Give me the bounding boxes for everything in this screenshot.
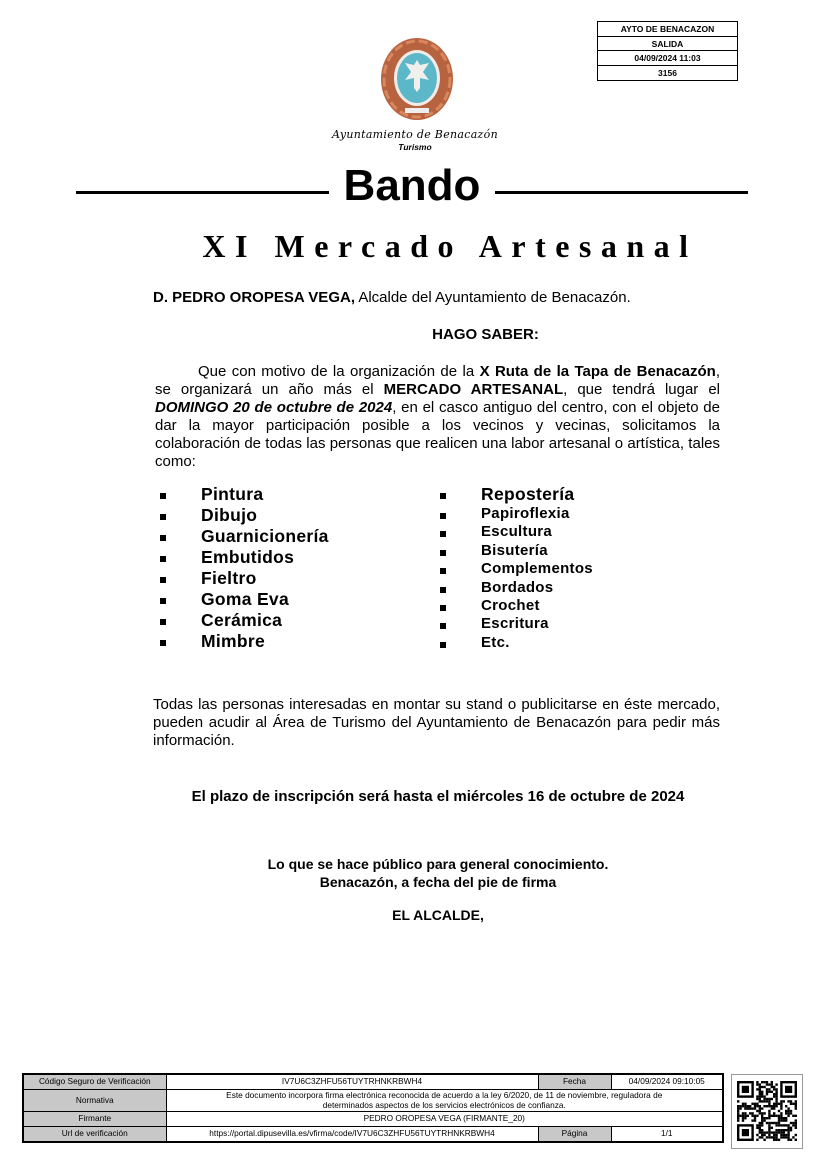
firmante-value: PEDRO OROPESA VEGA (FIRMANTE_20) bbox=[166, 1112, 723, 1127]
list-item bbox=[155, 631, 415, 652]
body1-text-1: Que con motivo de la organización de la bbox=[198, 363, 480, 380]
square-bullet-icon bbox=[440, 531, 446, 537]
pagina-label: Página bbox=[538, 1127, 611, 1143]
list-item bbox=[155, 610, 415, 631]
body-paragraph-1 bbox=[155, 363, 720, 471]
deadline-notice: El plazo de inscripción será hasta el miércoles 16 de octubre de 2024 bbox=[191, 788, 685, 805]
stamp-datetime: 04/09/2024 11:03 bbox=[598, 51, 737, 66]
department-name: Turismo bbox=[398, 142, 432, 152]
list-item-label: Escritura bbox=[481, 615, 549, 633]
list-item bbox=[155, 526, 415, 547]
square-bullet-icon bbox=[160, 619, 166, 625]
table-row bbox=[23, 1074, 723, 1090]
square-bullet-icon bbox=[160, 493, 166, 499]
square-bullet-icon bbox=[160, 514, 166, 520]
coat-of-arms-icon bbox=[378, 36, 456, 122]
square-bullet-icon bbox=[160, 640, 166, 646]
square-bullet-icon bbox=[160, 535, 166, 541]
list-item-label: Papiroflexia bbox=[481, 505, 570, 522]
list-item bbox=[155, 547, 415, 568]
list-item bbox=[435, 596, 695, 614]
firmante-label: Firmante bbox=[23, 1112, 166, 1127]
csv-label: Código Seguro de Verificación bbox=[23, 1074, 166, 1090]
list-item bbox=[435, 559, 695, 577]
title-rule-right bbox=[495, 191, 748, 194]
crafts-list-left bbox=[155, 484, 415, 652]
list-item-label: Complementos bbox=[481, 560, 593, 578]
document-subtitle: XI Mercado Artesanal bbox=[202, 228, 698, 264]
pagina-value: 1/1 bbox=[611, 1127, 723, 1143]
square-bullet-icon bbox=[440, 587, 446, 593]
body1-text-3: , que tendrá lugar el bbox=[563, 381, 721, 398]
list-item-label: Pintura bbox=[201, 484, 264, 504]
list-item-label: Etc. bbox=[481, 633, 510, 651]
event-name: X Ruta de la Tapa de Benacazón bbox=[479, 363, 716, 380]
event-date: DOMINGO 20 de octubre de 2024 bbox=[155, 399, 393, 416]
list-item-label: Mimbre bbox=[201, 631, 266, 651]
square-bullet-icon bbox=[440, 605, 446, 611]
mayor-name: D. PEDRO OROPESA VEGA, bbox=[153, 289, 355, 306]
square-bullet-icon bbox=[440, 550, 446, 556]
square-bullet-icon bbox=[160, 577, 166, 583]
square-bullet-icon bbox=[440, 642, 446, 648]
stamp-type: SALIDA bbox=[598, 37, 737, 52]
organization-name: Ayuntamiento de Benacazón bbox=[332, 128, 498, 141]
list-item bbox=[155, 589, 415, 610]
mayor-role: Alcalde del Ayuntamiento de Benacazón. bbox=[354, 289, 631, 306]
url-value[interactable]: https://portal.dipusevilla.es/vfirma/code/IV7U6C3ZHFU56TUYTRHNKRBWH4 bbox=[166, 1127, 538, 1143]
list-item bbox=[435, 614, 695, 632]
normativa-label: Normativa bbox=[23, 1090, 166, 1112]
qr-code-icon[interactable] bbox=[731, 1074, 803, 1149]
verification-table bbox=[22, 1073, 724, 1143]
stamp-entity: AYTO DE BENACAZON bbox=[598, 22, 737, 37]
list-item bbox=[435, 578, 695, 596]
list-item-label: Dibujo bbox=[201, 505, 258, 525]
signature-title: EL ALCALDE, bbox=[392, 907, 484, 923]
hago-saber-heading: HAGO SABER: bbox=[432, 326, 539, 343]
title-rule-left bbox=[76, 191, 329, 194]
body1-text-4: , en el casco antiguo del centro, con el objeto de dar la mayor participación posible a los vecinos y vecinas, solicitamos la colaboración de todas las personas que realicen una labor artesanal o artística, tales como: bbox=[155, 399, 720, 470]
square-bullet-icon bbox=[440, 493, 446, 499]
market-name: MERCADO ARTESANAL bbox=[383, 381, 564, 398]
square-bullet-icon bbox=[440, 568, 446, 574]
list-item-label: Embutidos bbox=[201, 547, 295, 567]
url-label: Url de verificación bbox=[23, 1127, 166, 1143]
list-item-label: Bordados bbox=[481, 578, 554, 596]
list-item-label: Crochet bbox=[481, 596, 540, 614]
closing-line-2: Benacazón, a fecha del pie de firma bbox=[319, 874, 557, 890]
list-item bbox=[435, 504, 695, 522]
csv-value: IV7U6C3ZHFU56TUYTRHNKRBWH4 bbox=[166, 1074, 538, 1090]
normativa-value: Este documento incorpora firma electrónica reconocida de acuerdo a la ley 6/2020, de 11 de noviembre, reguladora de determinados aspectos de los servicios electrónicos de confianza. bbox=[166, 1090, 723, 1112]
square-bullet-icon bbox=[440, 623, 446, 629]
list-item-label: Repostería bbox=[481, 484, 575, 504]
fecha-label: Fecha bbox=[538, 1074, 611, 1090]
list-item bbox=[155, 568, 415, 589]
square-bullet-icon bbox=[160, 598, 166, 604]
crafts-list-right bbox=[435, 484, 695, 651]
list-item bbox=[155, 505, 415, 526]
closing-text bbox=[200, 855, 676, 891]
square-bullet-icon bbox=[160, 556, 166, 562]
list-item-label: Escultura bbox=[481, 523, 553, 541]
list-item bbox=[435, 522, 695, 540]
intro-paragraph bbox=[153, 289, 723, 307]
list-item bbox=[435, 541, 695, 559]
list-item-label: Guarnicionería bbox=[201, 526, 329, 546]
table-row bbox=[23, 1112, 723, 1127]
list-item-label: Goma Eva bbox=[201, 589, 289, 609]
list-item bbox=[155, 484, 415, 505]
list-item-label: Cerámica bbox=[201, 610, 283, 630]
list-item-label: Bisutería bbox=[481, 541, 548, 559]
table-row bbox=[23, 1127, 723, 1143]
registry-stamp bbox=[597, 21, 738, 81]
document-title: Bando bbox=[343, 161, 481, 210]
list-item bbox=[435, 484, 695, 504]
fecha-value: 04/09/2024 09:10:05 bbox=[611, 1074, 723, 1090]
list-item bbox=[435, 633, 695, 651]
body-paragraph-2: Todas las personas interesadas en montar su stand o publicitarse en éste mercado, pueden acudir al Área de Turismo del Ayuntamiento de Benacazón para pedir más información. bbox=[153, 696, 720, 749]
body1-text-2: , se organizará un año más el bbox=[155, 363, 720, 398]
table-row bbox=[23, 1090, 723, 1112]
stamp-number: 3156 bbox=[658, 67, 677, 78]
list-item-label: Fieltro bbox=[201, 568, 257, 588]
closing-line-1: Lo que se hace público para general conocimiento. bbox=[267, 856, 609, 872]
square-bullet-icon bbox=[440, 513, 446, 519]
